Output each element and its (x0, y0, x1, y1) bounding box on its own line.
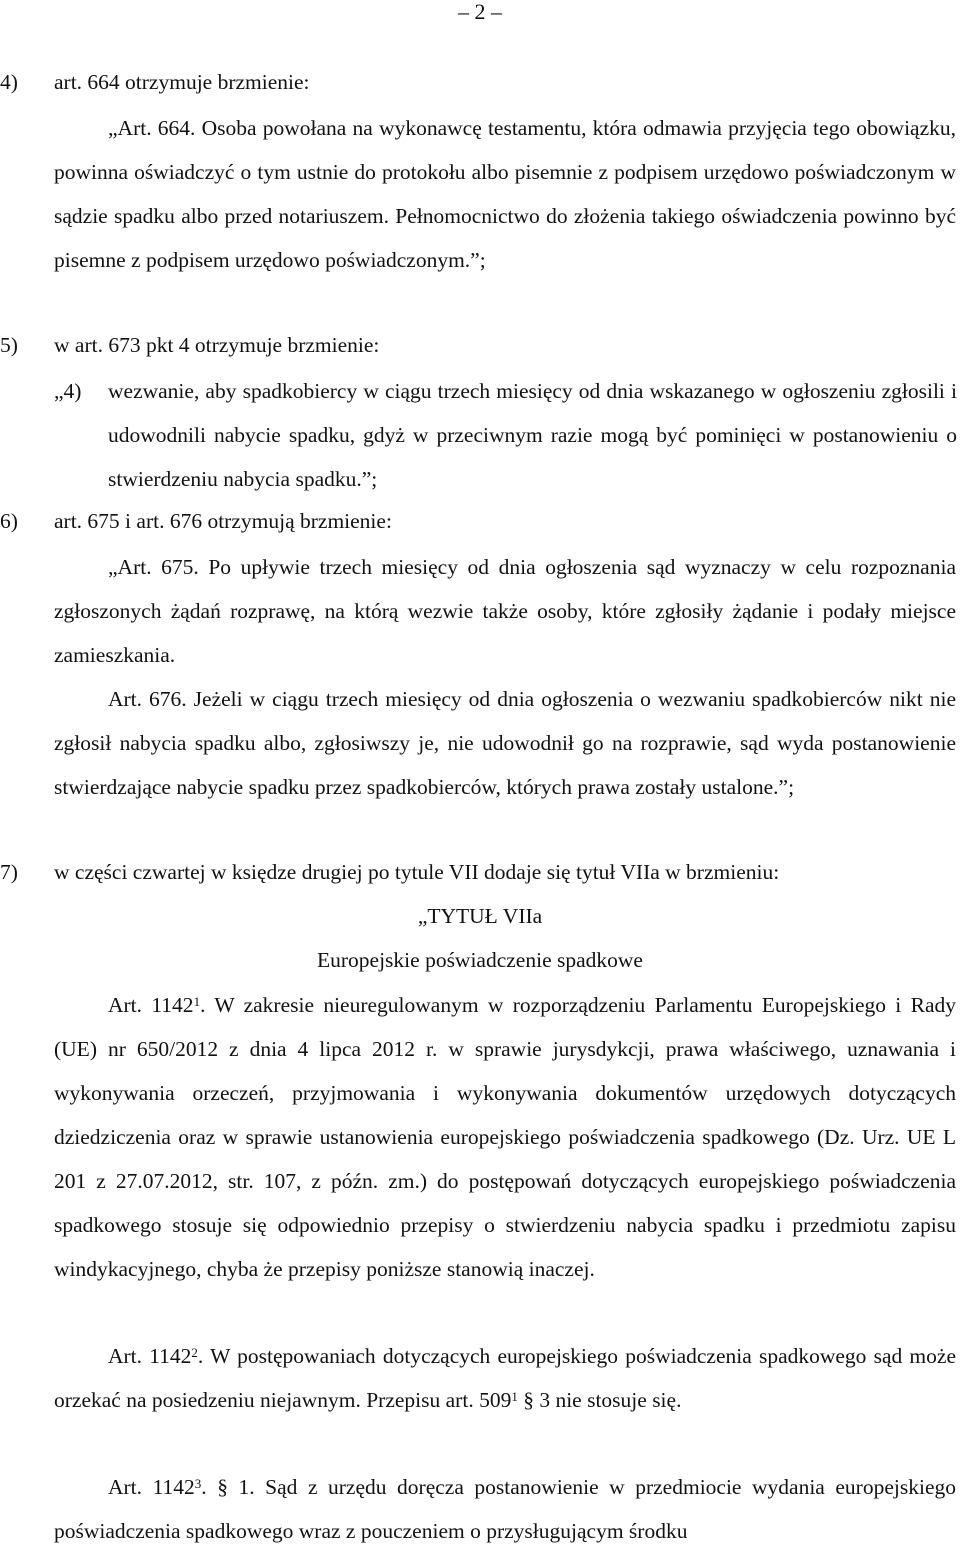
item-number: 7) (0, 860, 18, 884)
article-body: . § 1. Sąd z urzędu doręcza postanowienie w przedmiocie wydania europejskiego poświadczenia spadkowego wraz z pouczeniem o przysługującym środku (54, 1475, 956, 1543)
article-1142-3-text (54, 1465, 956, 1553)
item-lead: art. 675 i art. 676 otrzymują brzmienie: (54, 509, 392, 533)
page-number: – 2 – (458, 0, 502, 24)
article-superscript: 1 (511, 1389, 518, 1404)
article-675-text: „Art. 675. Po upływie trzech miesięcy od dnia ogłoszenia sąd wyznaczy w celu rozpoznania zgłoszonych żądań rozprawę, na którą wezwie także osoby, które zgłosiły żądanie i podały miejsce zamieszkania. (54, 555, 956, 667)
article-1142-1-text (54, 983, 956, 1291)
point-4-text: wezwanie, aby spadkobiercy w ciągu trzech miesięcy od dnia wskazanego w ogłoszeniu zgłosili i udowodnili nabycie spadku, gdyż w przeciwnym razie mogą być pominięci w postanowieniu o stwierdzeniu nabycia spadku.”; (108, 379, 957, 491)
article-body: . W postępowaniach dotyczących europejskiego poświadczenia spadkowego sąd może orzekać na posiedzeniu niejawnym. Przepisu art. 509 (54, 1344, 956, 1412)
item-number: 5) (0, 333, 18, 357)
article-664-text: „Art. 664. Osoba powołana na wykonawcę testamentu, która odmawia przyjęcia tego obowiązku, powinna oświadczyć o tym ustnie do protokołu albo pisemnie z podpisem urzędowo poświadczonym w sądzie spadku albo przed notariuszem. Pełnomocnictwo do złożenia takiego oświadczenia powinno być pisemne z podpisem urzędowo poświadczonym.”; (54, 116, 956, 272)
title-subheading: Europejskie poświadczenie spadkowe (317, 948, 643, 972)
article-label: Art. 1142 (108, 1344, 192, 1368)
item-lead: art. 664 otrzymuje brzmienie: (54, 70, 310, 94)
point-number: „4) (54, 379, 82, 403)
article-1142-2-text (54, 1334, 956, 1422)
item-number: 6) (0, 509, 18, 533)
article-superscript: 3 (194, 1476, 202, 1491)
article-676-text: Art. 676. Jeżeli w ciągu trzech miesięcy od dnia ogłoszenia o wezwaniu spadkobierców nikt nie zgłosił nabycia spadku albo, zgłosiwszy je, nie udowodnił go na rozprawie, sąd wyda postanowienie stwierdzające nabycie spadku przez spadkobierców, których prawa zostały ustalone.”; (54, 687, 956, 799)
item-lead: w art. 673 pkt 4 otrzymuje brzmienie: (54, 333, 380, 357)
article-body: § 3 nie stosuje się. (517, 1388, 682, 1412)
item-number: 4) (0, 70, 18, 94)
article-label: Art. 1142 (108, 993, 194, 1017)
article-body: . W zakresie nieuregulowanym w rozporządzeniu Parlamentu Europejskiego i Rady (UE) nr 650/2012 z dnia 4 lipca 2012 r. w sprawie jurysdykcji, prawa właściwego, uznawania i wykonywania orzeczeń, przyjmowania i wykonywania dokumentów urzędowych dotyczących dziedziczenia oraz w sprawie ustanowienia europejskiego poświadczenia spadkowego (Dz. Urz. UE L 201 z 27.07.2012, str. 107, z późn. zm.) do postępowań dotyczących europejskiego poświadczenia spadkowego stosuje się odpowiednio przepisy o stwierdzeniu nabycia spadku i przedmiotu zapisu windykacyjnego, chyba że przepisy poniższe stanowią inaczej. (54, 993, 956, 1281)
item-lead: w części czwartej w księdze drugiej po tytule VII dodaje się tytuł VIIa w brzmieniu: (54, 860, 780, 884)
article-superscript: 2 (191, 1345, 198, 1360)
article-label: Art. 1142 (108, 1475, 195, 1499)
title-heading: „TYTUŁ VIIa (417, 904, 543, 928)
article-superscript: 1 (193, 994, 201, 1009)
